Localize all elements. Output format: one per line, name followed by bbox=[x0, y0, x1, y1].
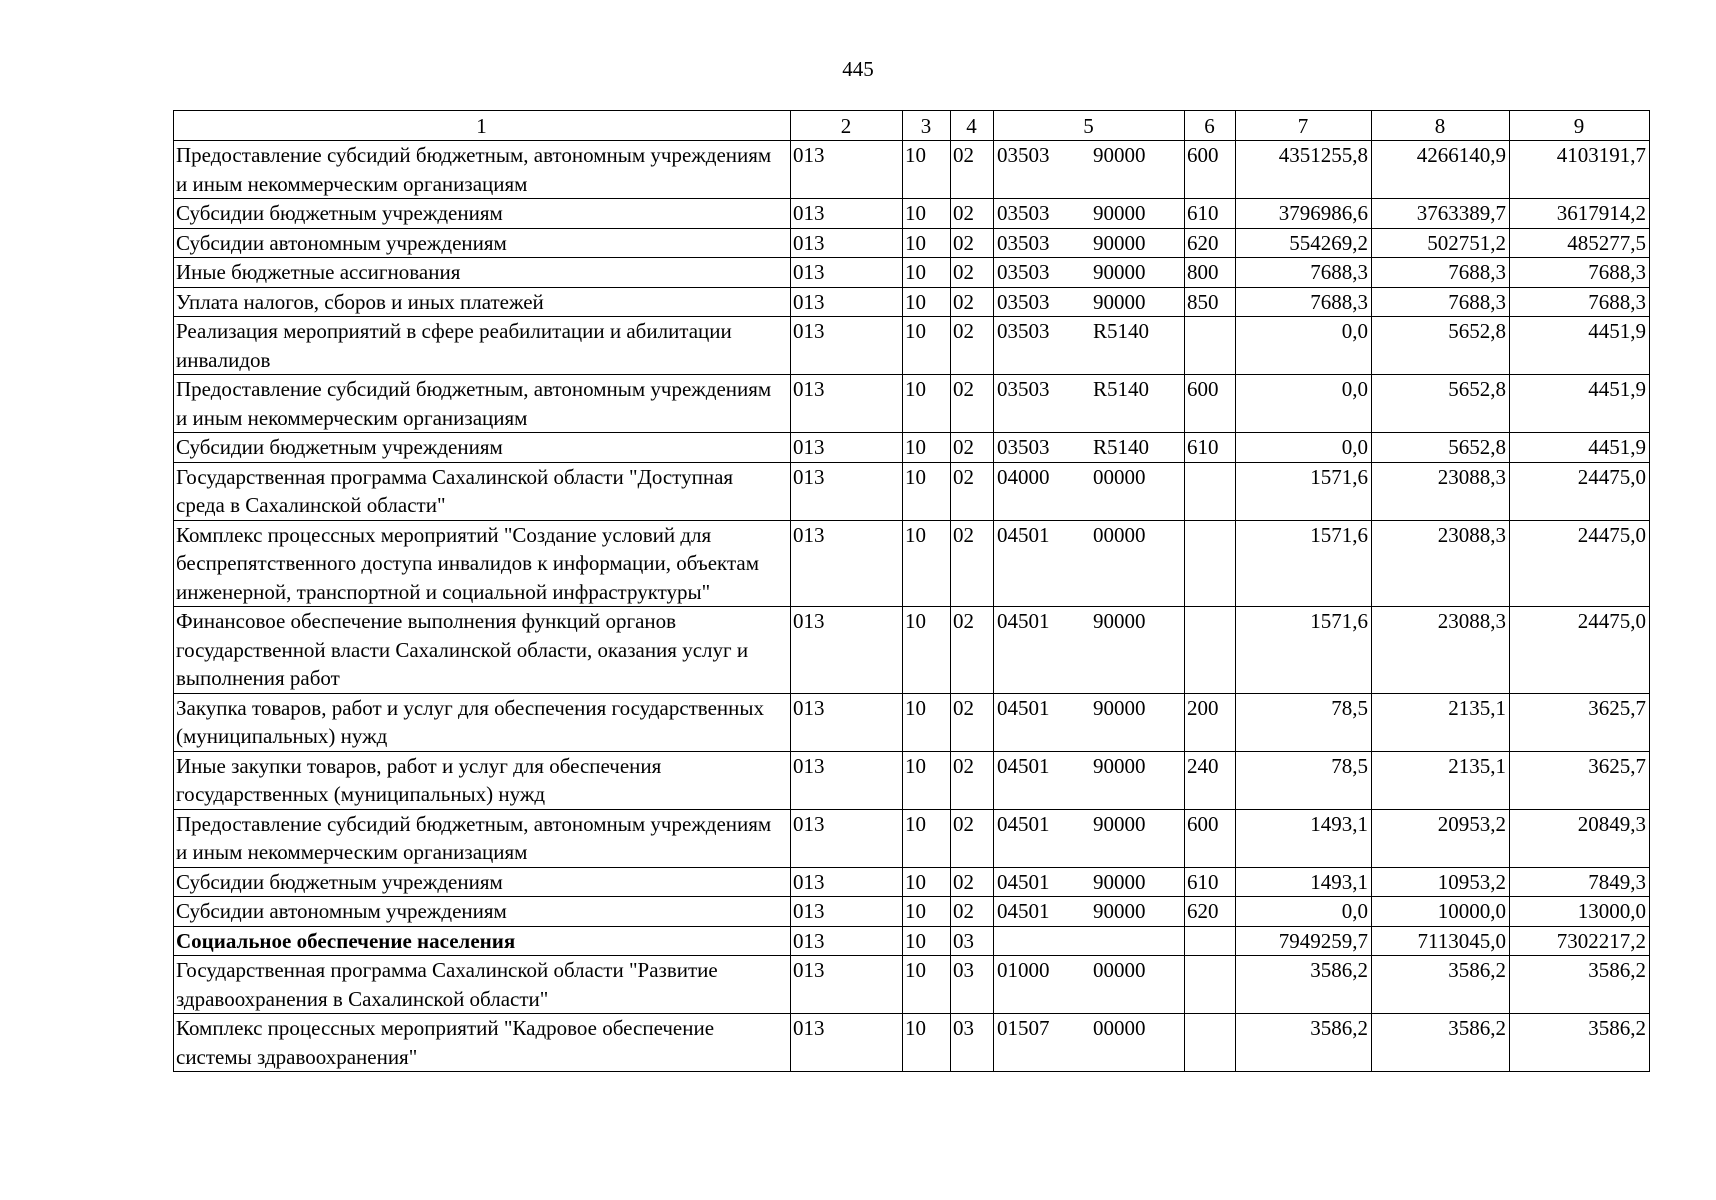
target-article-code bbox=[994, 317, 1185, 375]
expense-type-code: 600 bbox=[1185, 375, 1236, 433]
amount-col-7: 0,0 bbox=[1236, 317, 1372, 375]
row-name: Реализация мероприятий в сфере реабилитации и абилитации инвалидов bbox=[174, 317, 791, 375]
target-article-code bbox=[994, 867, 1185, 897]
target-article-code bbox=[994, 1014, 1185, 1072]
expense-type-code: 610 bbox=[1185, 867, 1236, 897]
row-name: Иные бюджетные ассигнования bbox=[174, 258, 791, 288]
table-row bbox=[174, 433, 1650, 463]
target-article-direction: 90000 bbox=[1093, 230, 1146, 255]
expense-type-code: 600 bbox=[1185, 809, 1236, 867]
amount-col-9: 7302217,2 bbox=[1510, 926, 1650, 956]
amount-col-8: 5652,8 bbox=[1372, 317, 1510, 375]
column-header: 2 bbox=[791, 111, 903, 141]
amount-col-7: 1571,6 bbox=[1236, 607, 1372, 694]
subsection-code: 02 bbox=[951, 433, 994, 463]
amount-col-9: 7849,3 bbox=[1510, 867, 1650, 897]
section-code: 10 bbox=[903, 867, 951, 897]
target-article-program: 03503 bbox=[997, 435, 1050, 459]
amount-col-7: 1571,6 bbox=[1236, 462, 1372, 520]
target-article-program: 04501 bbox=[997, 869, 1050, 894]
expense-type-code: 610 bbox=[1185, 433, 1236, 463]
admin-code: 013 bbox=[791, 375, 903, 433]
section-code: 10 bbox=[903, 751, 951, 809]
target-article-program: 04501 bbox=[997, 695, 1050, 720]
table-row bbox=[174, 926, 1650, 956]
row-name: Субсидии бюджетным учреждениям bbox=[174, 199, 791, 229]
target-article-code bbox=[994, 375, 1185, 433]
amount-col-8: 23088,3 bbox=[1372, 520, 1510, 607]
admin-code: 013 bbox=[791, 693, 903, 751]
section-code: 10 bbox=[903, 141, 951, 199]
row-name: Уплата налогов, сборов и иных платежей bbox=[174, 287, 791, 317]
target-article-direction: R5140 bbox=[1093, 377, 1150, 401]
subsection-code: 02 bbox=[951, 693, 994, 751]
amount-col-8: 7688,3 bbox=[1372, 258, 1510, 288]
section-code: 10 bbox=[903, 199, 951, 229]
target-article-direction: 90000 bbox=[1093, 899, 1146, 923]
section-code: 10 bbox=[903, 607, 951, 694]
target-article-direction: 00000 bbox=[1093, 522, 1146, 547]
subsection-code: 02 bbox=[951, 462, 994, 520]
row-name: Комплекс процессных мероприятий "Кадровое обеспечение системы здравоохранения" bbox=[174, 1014, 791, 1072]
admin-code: 013 bbox=[791, 141, 903, 199]
amount-col-9: 24475,0 bbox=[1510, 520, 1650, 607]
amount-col-7: 0,0 bbox=[1236, 433, 1372, 463]
target-article-direction: 90000 bbox=[1093, 289, 1146, 314]
target-article-program: 03503 bbox=[997, 143, 1050, 167]
subsection-code: 03 bbox=[951, 926, 994, 956]
amount-col-9: 3625,7 bbox=[1510, 693, 1650, 751]
target-article-program: 04000 bbox=[997, 464, 1050, 489]
target-article-code bbox=[994, 809, 1185, 867]
expense-type-code bbox=[1185, 462, 1236, 520]
amount-col-9: 24475,0 bbox=[1510, 462, 1650, 520]
section-code: 10 bbox=[903, 317, 951, 375]
expense-type-code: 850 bbox=[1185, 287, 1236, 317]
column-header: 6 bbox=[1185, 111, 1236, 141]
table-row bbox=[174, 199, 1650, 229]
admin-code: 013 bbox=[791, 607, 903, 694]
target-article-code bbox=[994, 199, 1185, 229]
subsection-code: 02 bbox=[951, 258, 994, 288]
amount-col-9: 20849,3 bbox=[1510, 809, 1650, 867]
admin-code: 013 bbox=[791, 228, 903, 258]
page-number: 445 bbox=[842, 57, 874, 81]
table-row bbox=[174, 317, 1650, 375]
target-article-direction: 00000 bbox=[1093, 464, 1146, 489]
target-article-program: 04501 bbox=[997, 899, 1050, 923]
row-name: Закупка товаров, работ и услуг для обеспечения государственных (муниципальных) нужд bbox=[174, 693, 791, 751]
table-row bbox=[174, 956, 1650, 1014]
table-row bbox=[174, 867, 1650, 897]
target-article-code bbox=[994, 141, 1185, 199]
row-name: Комплекс процессных мероприятий "Создание условий для беспрепятственного доступа инвалидов к информации, объектам инженерной, транспортной и социальной инфраструктуры" bbox=[174, 520, 791, 607]
section-code: 10 bbox=[903, 926, 951, 956]
expense-type-code bbox=[1185, 956, 1236, 1014]
section-code: 10 bbox=[903, 1014, 951, 1072]
expense-type-code bbox=[1185, 926, 1236, 956]
subsection-code: 02 bbox=[951, 751, 994, 809]
amount-col-8: 20953,2 bbox=[1372, 809, 1510, 867]
table-row bbox=[174, 141, 1650, 199]
target-article-direction: 00000 bbox=[1093, 958, 1146, 982]
amount-col-8: 2135,1 bbox=[1372, 693, 1510, 751]
amount-col-9: 13000,0 bbox=[1510, 897, 1650, 927]
amount-col-9: 4451,9 bbox=[1510, 375, 1650, 433]
column-header: 9 bbox=[1510, 111, 1650, 141]
target-article-direction: 90000 bbox=[1093, 260, 1146, 284]
subsection-code: 02 bbox=[951, 375, 994, 433]
target-article-code bbox=[994, 228, 1185, 258]
table-body bbox=[174, 141, 1650, 1072]
subsection-code: 03 bbox=[951, 1014, 994, 1072]
amount-col-8: 10000,0 bbox=[1372, 897, 1510, 927]
amount-col-7: 1571,6 bbox=[1236, 520, 1372, 607]
target-article-program: 03503 bbox=[997, 319, 1050, 343]
admin-code: 013 bbox=[791, 433, 903, 463]
table-row bbox=[174, 520, 1650, 607]
table-row bbox=[174, 1014, 1650, 1072]
amount-col-7: 4351255,8 bbox=[1236, 141, 1372, 199]
admin-code: 013 bbox=[791, 897, 903, 927]
row-name: Субсидии бюджетным учреждениям bbox=[174, 433, 791, 463]
amount-col-9: 3586,2 bbox=[1510, 1014, 1650, 1072]
row-name: Предоставление субсидий бюджетным, автономным учреждениям и иным некоммерческим организациям bbox=[174, 141, 791, 199]
row-name: Социальное обеспечение населения bbox=[174, 926, 791, 956]
target-article-direction: 90000 bbox=[1093, 753, 1146, 778]
amount-col-7: 0,0 bbox=[1236, 897, 1372, 927]
amount-col-7: 7688,3 bbox=[1236, 287, 1372, 317]
section-code: 10 bbox=[903, 433, 951, 463]
amount-col-7: 78,5 bbox=[1236, 693, 1372, 751]
target-article-direction: 90000 bbox=[1093, 869, 1146, 894]
subsection-code: 02 bbox=[951, 141, 994, 199]
subsection-code: 02 bbox=[951, 199, 994, 229]
budget-table bbox=[173, 110, 1650, 1072]
row-name: Субсидии автономным учреждениям bbox=[174, 228, 791, 258]
amount-col-9: 3617914,2 bbox=[1510, 199, 1650, 229]
amount-col-7: 3586,2 bbox=[1236, 956, 1372, 1014]
admin-code: 013 bbox=[791, 317, 903, 375]
row-name: Государственная программа Сахалинской области "Развитие здравоохранения в Сахалинской области" bbox=[174, 956, 791, 1014]
subsection-code: 02 bbox=[951, 228, 994, 258]
column-header: 7 bbox=[1236, 111, 1372, 141]
table-row bbox=[174, 809, 1650, 867]
target-article-direction: 90000 bbox=[1093, 695, 1146, 720]
subsection-code: 02 bbox=[951, 897, 994, 927]
amount-col-7: 78,5 bbox=[1236, 751, 1372, 809]
target-article-code bbox=[994, 607, 1185, 694]
target-article-code bbox=[994, 751, 1185, 809]
amount-col-7: 1493,1 bbox=[1236, 867, 1372, 897]
target-article-direction: 90000 bbox=[1093, 609, 1146, 633]
amount-col-8: 5652,8 bbox=[1372, 433, 1510, 463]
expense-type-code: 800 bbox=[1185, 258, 1236, 288]
amount-col-8: 7688,3 bbox=[1372, 287, 1510, 317]
amount-col-7: 3586,2 bbox=[1236, 1014, 1372, 1072]
admin-code: 013 bbox=[791, 751, 903, 809]
subsection-code: 02 bbox=[951, 287, 994, 317]
expense-type-code bbox=[1185, 1014, 1236, 1072]
subsection-code: 02 bbox=[951, 809, 994, 867]
row-name: Субсидии бюджетным учреждениям bbox=[174, 867, 791, 897]
amount-col-7: 7949259,7 bbox=[1236, 926, 1372, 956]
expense-type-code: 240 bbox=[1185, 751, 1236, 809]
target-article-direction: 90000 bbox=[1093, 201, 1146, 225]
target-article-program: 03503 bbox=[997, 230, 1050, 255]
table-row bbox=[174, 228, 1650, 258]
amount-col-8: 7113045,0 bbox=[1372, 926, 1510, 956]
target-article-direction: R5140 bbox=[1093, 435, 1150, 459]
section-code: 10 bbox=[903, 462, 951, 520]
amount-col-9: 24475,0 bbox=[1510, 607, 1650, 694]
admin-code: 013 bbox=[791, 926, 903, 956]
expense-type-code bbox=[1185, 607, 1236, 694]
amount-col-7: 1493,1 bbox=[1236, 809, 1372, 867]
section-code: 10 bbox=[903, 375, 951, 433]
subsection-code: 03 bbox=[951, 956, 994, 1014]
target-article-code bbox=[994, 693, 1185, 751]
section-code: 10 bbox=[903, 287, 951, 317]
column-header: 3 bbox=[903, 111, 951, 141]
target-article-direction: 00000 bbox=[1093, 1016, 1146, 1040]
amount-col-9: 485277,5 bbox=[1510, 228, 1650, 258]
amount-col-8: 23088,3 bbox=[1372, 462, 1510, 520]
section-code: 10 bbox=[903, 693, 951, 751]
amount-col-8: 3586,2 bbox=[1372, 1014, 1510, 1072]
target-article-code bbox=[994, 897, 1185, 927]
amount-col-7: 554269,2 bbox=[1236, 228, 1372, 258]
section-code: 10 bbox=[903, 809, 951, 867]
amount-col-9: 3625,7 bbox=[1510, 751, 1650, 809]
column-header: 5 bbox=[994, 111, 1185, 141]
admin-code: 013 bbox=[791, 1014, 903, 1072]
target-article-direction: 90000 bbox=[1093, 811, 1146, 836]
target-article-program: 04501 bbox=[997, 811, 1050, 836]
amount-col-8: 2135,1 bbox=[1372, 751, 1510, 809]
admin-code: 013 bbox=[791, 956, 903, 1014]
table-row bbox=[174, 375, 1650, 433]
amount-col-9: 7688,3 bbox=[1510, 258, 1650, 288]
table-row bbox=[174, 693, 1650, 751]
table-row bbox=[174, 287, 1650, 317]
target-article-program: 03503 bbox=[997, 260, 1050, 284]
admin-code: 013 bbox=[791, 867, 903, 897]
target-article-program: 04501 bbox=[997, 609, 1050, 633]
section-code: 10 bbox=[903, 956, 951, 1014]
amount-col-8: 23088,3 bbox=[1372, 607, 1510, 694]
target-article-code bbox=[994, 520, 1185, 607]
subsection-code: 02 bbox=[951, 317, 994, 375]
amount-col-7: 3796986,6 bbox=[1236, 199, 1372, 229]
amount-col-8: 5652,8 bbox=[1372, 375, 1510, 433]
amount-col-7: 7688,3 bbox=[1236, 258, 1372, 288]
target-article-program: 04501 bbox=[997, 753, 1050, 778]
subsection-code: 02 bbox=[951, 520, 994, 607]
amount-col-8: 3763389,7 bbox=[1372, 199, 1510, 229]
row-name: Иные закупки товаров, работ и услуг для обеспечения государственных (муниципальных) нужд bbox=[174, 751, 791, 809]
amount-col-9: 3586,2 bbox=[1510, 956, 1650, 1014]
expense-type-code bbox=[1185, 317, 1236, 375]
table-row bbox=[174, 897, 1650, 927]
admin-code: 013 bbox=[791, 199, 903, 229]
expense-type-code bbox=[1185, 520, 1236, 607]
amount-col-8: 502751,2 bbox=[1372, 228, 1510, 258]
subsection-code: 02 bbox=[951, 607, 994, 694]
row-name: Предоставление субсидий бюджетным, автономным учреждениям и иным некоммерческим организациям bbox=[174, 375, 791, 433]
column-header: 1 bbox=[174, 111, 791, 141]
table-row bbox=[174, 751, 1650, 809]
amount-col-9: 4451,9 bbox=[1510, 433, 1650, 463]
expense-type-code: 620 bbox=[1185, 897, 1236, 927]
target-article-code bbox=[994, 433, 1185, 463]
admin-code: 013 bbox=[791, 287, 903, 317]
target-article-program: 01000 bbox=[997, 958, 1050, 982]
section-code: 10 bbox=[903, 228, 951, 258]
table-row bbox=[174, 258, 1650, 288]
section-code: 10 bbox=[903, 520, 951, 607]
amount-col-9: 4103191,7 bbox=[1510, 141, 1650, 199]
target-article-program: 03503 bbox=[997, 201, 1050, 225]
amount-col-7: 0,0 bbox=[1236, 375, 1372, 433]
target-article-code bbox=[994, 956, 1185, 1014]
target-article-direction: 90000 bbox=[1093, 143, 1146, 167]
amount-col-8: 4266140,9 bbox=[1372, 141, 1510, 199]
section-code: 10 bbox=[903, 897, 951, 927]
target-article-program: 03503 bbox=[997, 377, 1050, 401]
amount-col-8: 3586,2 bbox=[1372, 956, 1510, 1014]
expense-type-code: 620 bbox=[1185, 228, 1236, 258]
admin-code: 013 bbox=[791, 520, 903, 607]
target-article-code bbox=[994, 258, 1185, 288]
admin-code: 013 bbox=[791, 462, 903, 520]
table-row bbox=[174, 462, 1650, 520]
target-article-program: 04501 bbox=[997, 522, 1050, 547]
expense-type-code: 600 bbox=[1185, 141, 1236, 199]
target-article-program: 01507 bbox=[997, 1016, 1050, 1040]
row-name: Государственная программа Сахалинской области "Доступная среда в Сахалинской области" bbox=[174, 462, 791, 520]
admin-code: 013 bbox=[791, 809, 903, 867]
target-article-code bbox=[994, 462, 1185, 520]
column-header: 4 bbox=[951, 111, 994, 141]
subsection-code: 02 bbox=[951, 867, 994, 897]
target-article-direction: R5140 bbox=[1093, 319, 1150, 343]
row-name: Предоставление субсидий бюджетным, автономным учреждениям и иным некоммерческим организациям bbox=[174, 809, 791, 867]
expense-type-code: 200 bbox=[1185, 693, 1236, 751]
target-article-code bbox=[994, 926, 1185, 956]
column-header: 8 bbox=[1372, 111, 1510, 141]
row-name: Финансовое обеспечение выполнения функций органов государственной власти Сахалинской области, оказания услуг и выполнения работ bbox=[174, 607, 791, 694]
table-row bbox=[174, 607, 1650, 694]
amount-col-8: 10953,2 bbox=[1372, 867, 1510, 897]
amount-col-9: 7688,3 bbox=[1510, 287, 1650, 317]
section-code: 10 bbox=[903, 258, 951, 288]
amount-col-9: 4451,9 bbox=[1510, 317, 1650, 375]
admin-code: 013 bbox=[791, 258, 903, 288]
target-article-code bbox=[994, 287, 1185, 317]
header-row bbox=[174, 111, 1650, 141]
target-article-program: 03503 bbox=[997, 289, 1050, 314]
row-name: Субсидии автономным учреждениям bbox=[174, 897, 791, 927]
expense-type-code: 610 bbox=[1185, 199, 1236, 229]
